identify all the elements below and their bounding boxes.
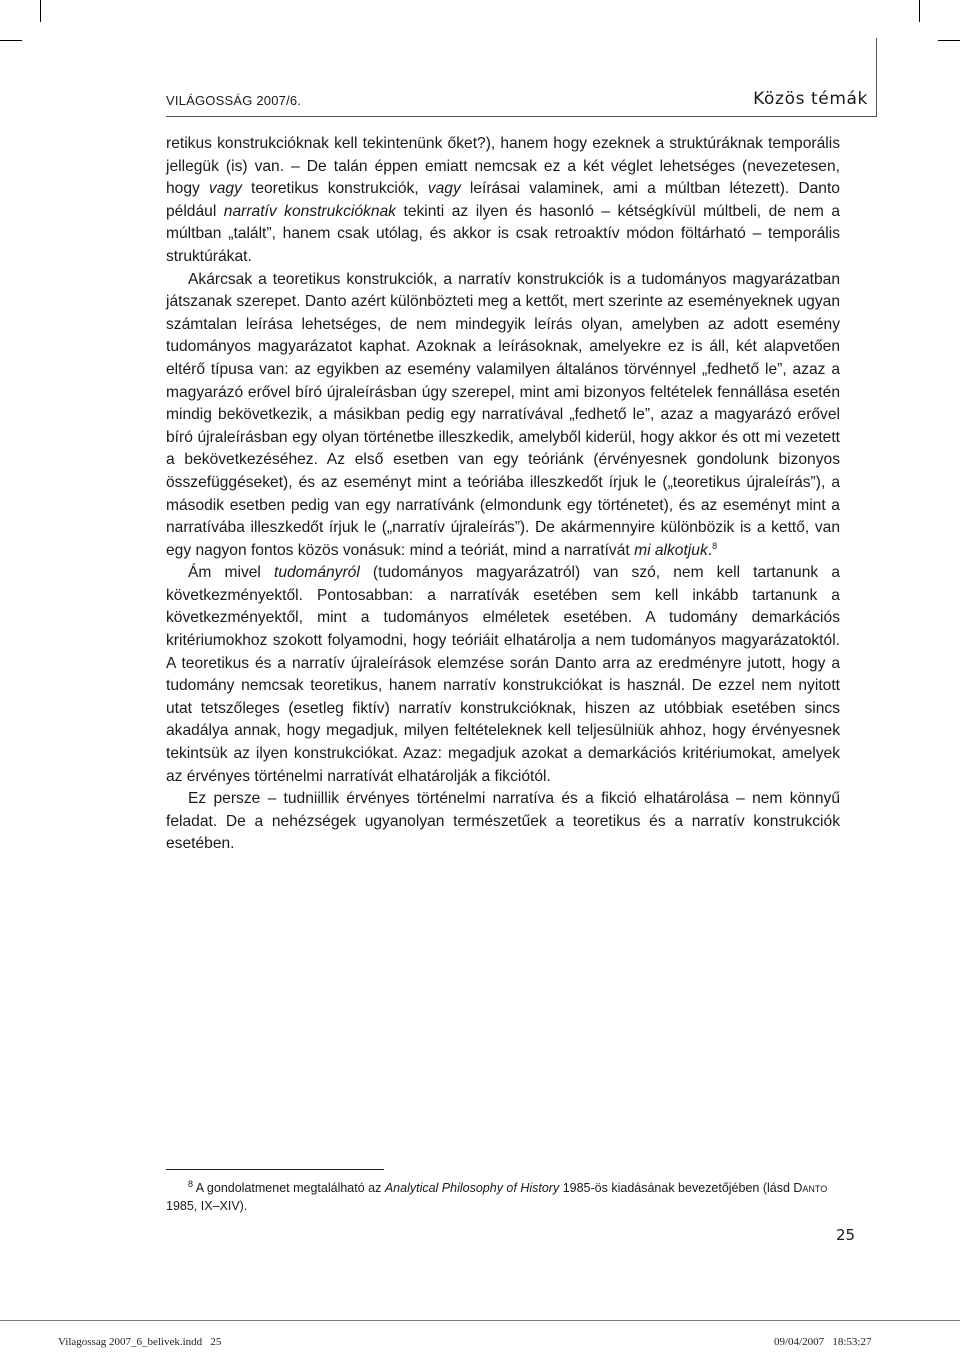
footnote-ref[interactable]: 8: [712, 540, 718, 551]
italic-run: vagy: [208, 180, 242, 198]
italic-run: vagy: [427, 180, 461, 198]
text-run: Ám mivel: [188, 564, 274, 582]
header-rule: [166, 116, 876, 117]
paragraph-2: [166, 269, 840, 563]
journal-title: VILÁGOSSÁG 2007/6.: [166, 93, 302, 108]
text-run: 1985, IX–XIV).: [166, 1198, 248, 1213]
italic-run: narratív konstrukcióknak: [223, 202, 396, 220]
paragraph-3: [166, 562, 840, 788]
section-title: Közös témák: [753, 89, 868, 109]
paragraph-1: [166, 133, 840, 269]
crop-mark: [938, 40, 960, 41]
slug-rule: [0, 1320, 960, 1321]
body-text: [166, 133, 840, 856]
text-run: 1985-ös kiadásának bevezetőjében (lásd: [559, 1181, 794, 1195]
text-run: leírásai valaminek, ami a múltban létezett). Danto például: [166, 180, 840, 220]
italic-run: tudományról: [274, 564, 360, 582]
text-run: A gondolatmenet megtalálható az: [193, 1181, 385, 1195]
footnote-rule: [166, 1169, 384, 1170]
italic-run: mi alkotjuk: [634, 541, 708, 559]
page-number: 25: [836, 1226, 856, 1244]
text-run: tekinti az ilyen és hasonló – kétségkívül múltbeli, de nem a múltban „talált”, hanem csak utólag, és akkor is csak retroaktív módon föltárható – temporális struktúrákat.: [166, 202, 840, 265]
text-run: retikus konstrukcióknak kell tekintenünk őket?), hanem hogy ezeknek a struktúráknak temporális jellegük (is) van. – De talán éppen emiatt nemcsak ez a két véglet lehetséges (nevezetesen, hogy: [166, 135, 840, 198]
paragraph-4: Ez persze – tudniillik érvényes történelmi narratíva és a fikció elhatárolása – nem könnyű feladat. De a nehézségek ugyanolyan természetűek a teoretikus és a narratív konstrukciók esetében.: [166, 790, 840, 853]
italic-run: Analytical Philosophy of History: [384, 1181, 560, 1195]
author-name: Danto: [793, 1181, 828, 1195]
crop-mark: [40, 0, 41, 22]
footnote: [166, 1180, 840, 1215]
header-vertical-rule: [876, 38, 877, 117]
crop-mark: [919, 0, 920, 22]
text-run: Akárcsak a teoretikus konstrukciók, a narratív konstrukciók is a tudományos magyarázatban játszanak szerepet. Danto azért különbözteti meg a kettőt, mert szerinte az eseményeknek ugyan számtalan leírása lehetséges, de nem mindegyik leírás olyan, amelyben az adott esemény tudományos magyarázatot kaphat. Azoknak a leírásoknak, amelyekre ez is áll, két alapvetően eltérő típusa van: az egyikben az esemény valamilyen általános törvénnyel „fedhető le”, azaz a magyarázó erővel bíró újraleírásban úgy szerepel, mint ami bizonyos feltételek fennállása esetén mindig bekövetkezik, a másikban pedig egy narratívával „fedhető le”, azaz a magyarázó erővel bíró újraleírásban egy olyan történetbe illeszkedik, amelyből kiderül, hogy akkor és ott mi vezetett a bekövetkezéséhez. Az első esetben van egy teóriánk (érvényesnek gondolunk bizonyos összefüggéseket), és az eseményt mint a teóriába illeszkedőt írjuk le („teoretikus újraleírás”), a második esetben pedig van egy narratívánk (elmondunk egy történetet), és az eseményt mint a narratívába illeszkedőt írjuk le („narratív újraleírás”). De akármennyire különbözik is a kettő, van egy nagyon fontos közös vonásuk: mind a teóriát, mind a narratívát: [166, 270, 840, 559]
slug-filename: Vilagossag 2007_6_belivek.indd 25: [58, 1336, 222, 1348]
text-run: .: [707, 541, 713, 559]
footnote-number: 8: [188, 1178, 194, 1189]
crop-mark: [0, 40, 22, 41]
text-run: (tudományos magyarázatról) van szó, nem kell tartanunk a következményektől. Pontosabban: a narratívák esetében sem kell inkább tartanunk a következményektől, mint a tudományos elméletek esetében. A tudomány demarkációs kritériumokhoz szokott folyamodni, hogy teóriáit elhatárolja a nem tudományos magyarázatoktól. A teoretikus és a narratív újraleírások elemzése során Danto arra az eredményre jutott, hogy a tudomány nemcsak teoretikus, hanem narratív konstrukciókat is használ. De ezzel nem nyitott utat tetszőleges (esetleg fiktív) narratív konstrukcióknak, hiszen az utóbbiak esetében sincs akadálya annak, hogy megadjuk, milyen feltételeknek kell teljesülniük ahhoz, hogy érvényesnek tekintsük az ilyen konstrukciókat. Azaz: megadjuk azokat a demarkációs kritériumokat, amelyek az érvényes történelmi narratívát elhatárolják a fikciótól.: [166, 564, 840, 785]
slug-datetime: 09/04/2007 18:53:27: [774, 1336, 872, 1348]
text-run: teoretikus konstrukciók,: [241, 180, 428, 198]
